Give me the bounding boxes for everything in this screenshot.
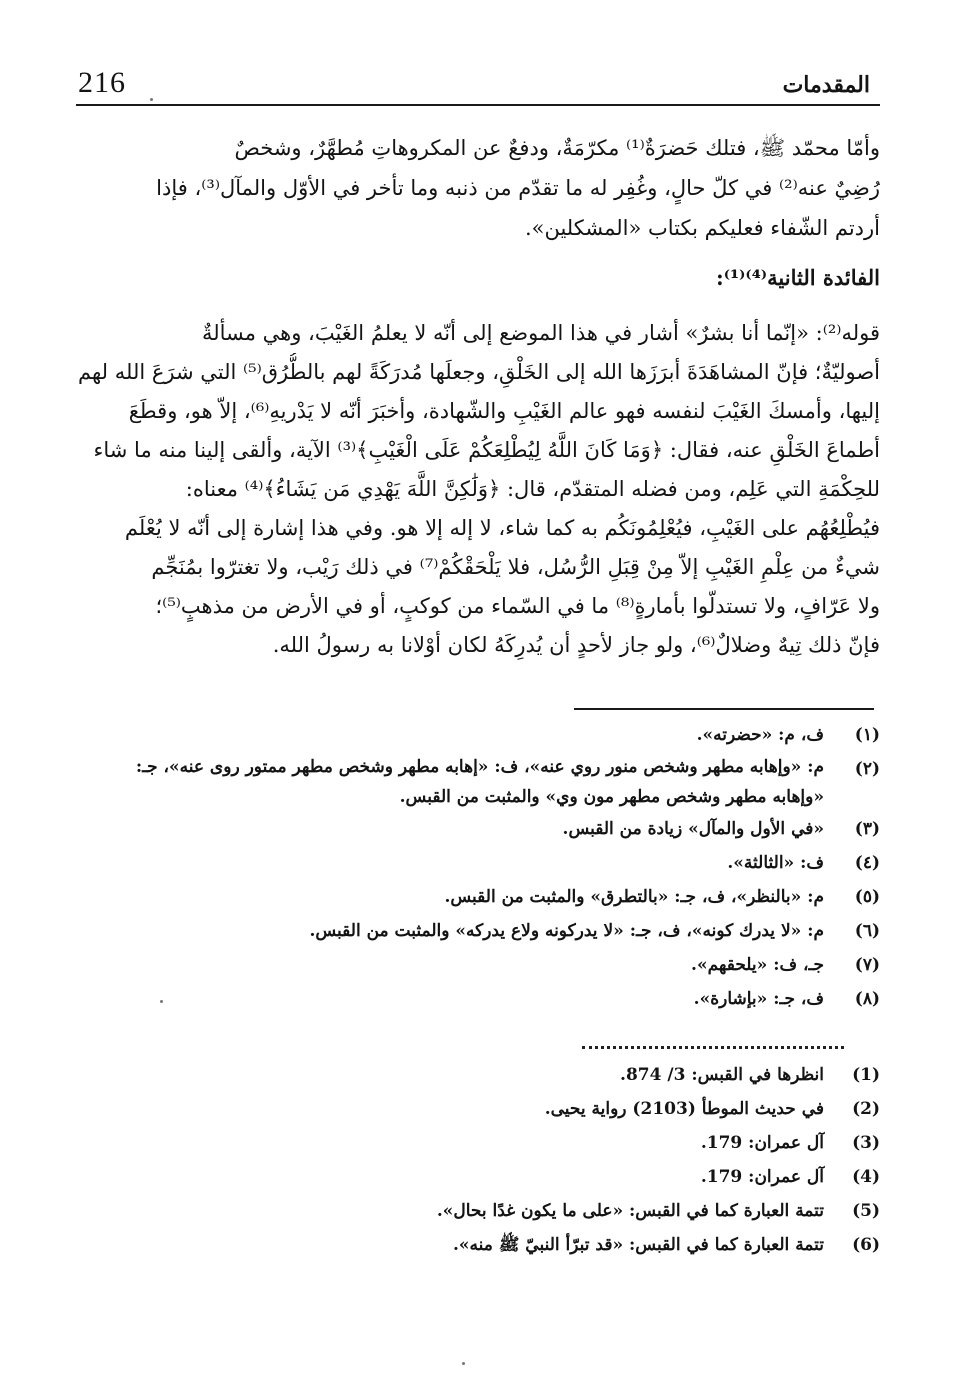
footnote-text: آل عمران: 179. <box>700 1133 824 1153</box>
footnote-text: «في الأول والمآل» زيادة من القبس. <box>562 819 824 839</box>
footnote <box>90 1092 880 1126</box>
footnote-text: انظرها في القبس: 3/ 874. <box>620 1065 824 1085</box>
footnote-text: ف، جـ: «بإشارة». <box>693 989 824 1009</box>
footnote-number: (٧) <box>854 955 880 975</box>
footnote-number: (2) <box>852 1099 880 1119</box>
footnote-text: م: «وإهابه مطهر وشخص منور روي عنه»، ف: «إهابه مطهر وشخص مطهر ممتور روى عنه»، جـ: «وإهابه مطهر وشخص مطهر مون وي» والمثبت من القبس. <box>135 757 824 807</box>
dotted-separator <box>582 1046 844 1049</box>
body-line: أصوليّةٌ؛ فإنّ المشاهَدَةَ أبرَزَها الله إلى الخَلْقِ، وجعلَها مُدرَكَةً لهم بالطُّرُق⁽⁵⁾ التي شرَعَ الله لهم <box>78 360 880 384</box>
footnote-separator <box>574 708 874 710</box>
body-line: فيُطْلِعُهُم على الغَيْبِ، فيُعْلِمُونَكُم به كما شاء، لا إله إلا هو. وفي هذا إشارة إلى أنّه لا يُعْلَم <box>124 516 880 540</box>
footnote-number: (٥) <box>854 887 880 907</box>
scan-speck <box>150 98 153 101</box>
body-line: فإنّ ذلك تِيهٌ وضلالٌ⁽⁶⁾، ولو جاز لأحدٍ أن يُدرِكَهُ لكان أوْلانا به رسولُ الله. <box>272 633 880 657</box>
footnote-text: م: «لا يدرك كونه»، ف، جـ: «لا يدركونه ولاع يدركه» والمثبت من القبس. <box>309 921 824 941</box>
section-title: الفائدة الثانية⁽⁴⁾⁽¹⁾: <box>715 265 880 290</box>
footnote <box>90 1194 880 1228</box>
body-line: أردتم الشّفاء فعليكم بكتاب «المشكلين». <box>524 216 880 240</box>
reference-notes <box>90 1058 880 1262</box>
footnote <box>90 1058 880 1092</box>
page-number: 216 <box>78 66 126 99</box>
scan-speck <box>160 1000 163 1003</box>
body-line: شيءٌ من عِلْمِ الغَيْبِ إلاّ مِنْ قِبَلِ الرُّسُل، فلا يَلْحَقْكُمْ⁽⁷⁾ في ذلك رَيْب، ولا تغترّوا بمُنَجِّم <box>151 555 880 579</box>
footnote <box>90 718 880 752</box>
footnote-text: تتمة العبارة كما في القبس: «قد تبرّأ النبيّ ﷺ منه». <box>453 1235 824 1255</box>
footnote-number: (1) <box>852 1065 880 1085</box>
footnote-text: ف، م: «حضرته». <box>696 725 824 745</box>
body-line: وأمّا محمّد ﷺ، فتلك حَضرَةٌ⁽¹⁾ مكرّمَةٌ، ودفعٌ عن المكروهاتِ مُطهَّرٌ، وشخصٌ <box>234 136 880 160</box>
footnote <box>90 948 880 982</box>
body-line: قوله⁽²⁾: «إنّما أنا بشرٌ» أشار في هذا الموضع إلى أنّه لا يعلمُ الغَيْبَ، وهي مسألةٌ <box>201 321 880 345</box>
footnote-text: تتمة العبارة كما في القبس: «على ما يكون غدًا بحال». <box>436 1201 824 1221</box>
body-paragraph-1 <box>76 128 880 248</box>
footnote-text: جـ، ف: «يلحقهم». <box>691 955 824 975</box>
scan-speck <box>462 1362 465 1365</box>
footnote-text: م: «بالنظر»، ف، جـ: «بالتطرق» والمثبت من القبس. <box>444 887 824 907</box>
body-line: ولا عَرّافٍ، ولا تستدلّوا بأمارةٍ⁽⁸⁾ ما في السّماء من كوكبٍ، أو في الأرض من مذهبٍ⁽⁵⁾؛ <box>155 594 880 618</box>
footnote-number: (3) <box>852 1133 880 1153</box>
footnote-number: (١) <box>854 725 880 745</box>
manuscript-variant-notes <box>90 718 880 1016</box>
header-rule <box>76 104 880 106</box>
body-line: رُضِيٌ عنه⁽²⁾ في كلّ حالٍ، وغُفِر له ما تقدّم من ذنبه وما تأخر في الأوّل والمآل⁽³⁾، فإذا <box>156 176 880 200</box>
footnote-number: (٣) <box>854 819 880 839</box>
footnote <box>90 846 880 880</box>
footnote-number: (٨) <box>854 989 880 1009</box>
footnote <box>90 752 880 812</box>
body-line: أطماعَ الخَلْقِ عنه، فقال: ﴿وَمَا كَانَ اللَّهُ لِيُطْلِعَكُمْ عَلَى الْغَيْبِ﴾⁽³⁾ الآية، وألقى إلينا منه ما شاء <box>93 438 880 462</box>
footnote-text: ف: «الثالثة». <box>727 853 824 873</box>
footnote <box>90 914 880 948</box>
running-title: المقدمات <box>782 72 870 98</box>
footnote-text: في حديث الموطأ (2103) رواية يحيى. <box>544 1099 824 1119</box>
footnote-number: (6) <box>852 1235 880 1255</box>
footnote-number: (٢) <box>854 759 880 779</box>
body-line: للحِكْمَةِ التي عَلِم، ومن فضله المتقدّم، قال: ﴿وَلَٰكِنَّ اللَّهَ يَهْدِي مَن يَشَاءُ﴾⁽⁴⁾ معناه: <box>185 477 880 501</box>
footnote <box>90 982 880 1016</box>
footnote-number: (٦) <box>854 921 880 941</box>
footnote <box>90 880 880 914</box>
footnote <box>90 1126 880 1160</box>
footnote <box>90 812 880 846</box>
footnote-number: (4) <box>852 1167 880 1187</box>
footnote <box>90 1228 880 1262</box>
footnote <box>90 1160 880 1194</box>
footnote-number: (٤) <box>854 853 880 873</box>
body-line: إليها، وأمسكَ الغَيْبَ لنفسه فهو عالم الغَيْبِ والشّهادة، وأخبَرَ أنّه لا يَدْريهِ⁽⁶⁾، إلاّ هو، وقطَعَ <box>128 399 880 423</box>
footnote-text: آل عمران: 179. <box>700 1167 824 1187</box>
footnote-number: (5) <box>852 1201 880 1221</box>
body-paragraph-2 <box>76 314 880 665</box>
